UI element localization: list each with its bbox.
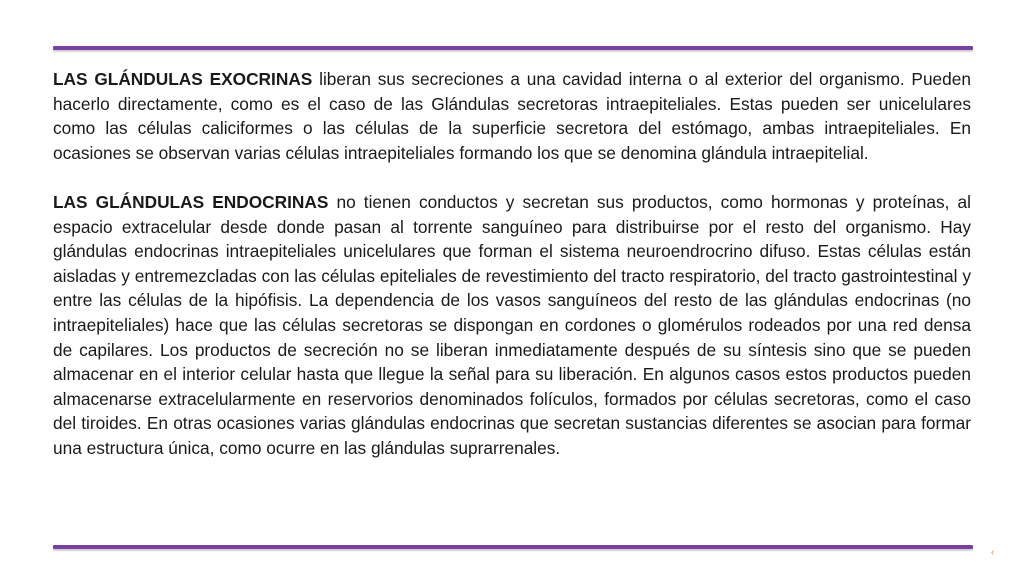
paragraph-exocrine xyxy=(53,67,971,165)
slide-body xyxy=(53,67,971,461)
corner-arrow-icon: ‹ xyxy=(991,547,994,557)
paragraph-exocrine-heading: LAS GLÁNDULAS EXOCRINAS xyxy=(53,69,313,89)
bottom-divider xyxy=(53,545,973,549)
paragraph-endocrine-text: no tienen conductos y secretan sus productos, como hormonas y proteínas, al espacio extracelular desde donde pasan al torrente sanguíneo para distribuirse por el resto del organismo. Hay glándulas endocrinas intraepiteliales unicelulares que forman el sistema neuroendrocrino difuso. Estas células están aisladas y entremezcladas con las células epiteliales de revestimiento del tracto respiratorio, del tracto gastrointestinal y entre las células de la hipófisis. La dependencia de los vasos sanguíneos del resto de las glándulas endocrinas (no intraepiteliales) hace que las células secretoras se dispongan en cordones o glomérulos rodeados por una red densa de capilares. Los productos de secreción no se liberan inmediatamente después de su síntesis sino que se pueden almacenar en el interior celular hasta que llegue la señal para su liberación. En algunos casos estos productos pueden almacenarse extracelularmente en reservorios denominados folículos, formados por células secretoras, como el caso del tiroides. En otras ocasiones varias glándulas endocrinas que secretan sustancias diferentes se asocian para formar una estructura única, como ocurre en las glándulas suprarrenales. xyxy=(53,191,971,458)
paragraph-exocrine-text: liberan sus secreciones a una cavidad interna o al exterior del organismo. Pueden hacerlo directamente, como es el caso de las Glándulas secretoras intraepiteliales. Estas pueden ser unicelulares como las células caliciformes o las células de la superficie secretora del estómago, ambas intraepiteliales. En ocasiones se observan varias células intraepiteliales formando los que se denomina glándula intraepitelial. xyxy=(53,69,971,163)
paragraph-endocrine xyxy=(53,190,971,461)
paragraph-endocrine-heading: LAS GLÁNDULAS ENDOCRINAS xyxy=(53,191,329,212)
top-divider xyxy=(53,46,973,50)
